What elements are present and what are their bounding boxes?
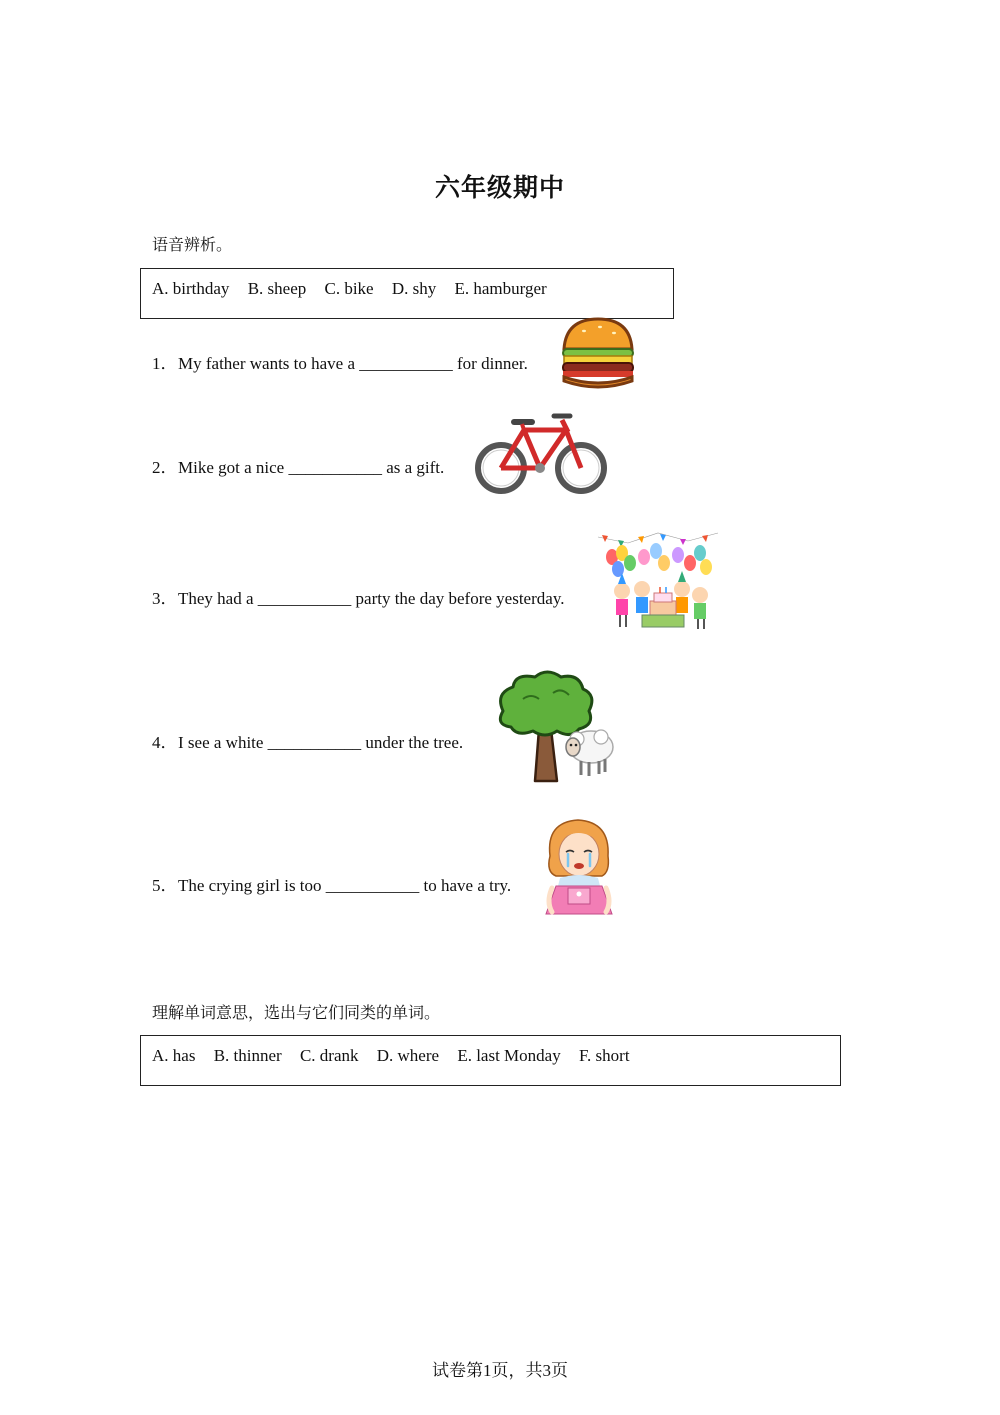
question-text: They had a ___________ party the day before yesterday. [178,589,565,608]
option-b: B. sheep [247,279,307,298]
option-d: D. shy [391,279,437,298]
option-a: A. birthday [152,279,230,298]
option-d: D. where [376,1046,440,1065]
question-text: Mike got a nice ___________ as a gift. [178,458,445,477]
option-e: E. hamburger [454,279,547,298]
tree-and-sheep-icon [493,671,617,783]
option-f: F. short [578,1046,630,1065]
hamburger-icon [560,317,636,387]
bicycle-icon [474,410,608,498]
section2-heading: 理解单词意思，选出与它们同类的单词。 [152,1003,441,1022]
option-e: E. last Monday [457,1046,561,1065]
option-c: C. drank [299,1046,359,1065]
section1-options-box [140,268,674,319]
section1-heading: 语音辨析。 [152,235,233,254]
question-1 [152,349,528,374]
question-text: My father wants to have a ___________ for dinner. [178,354,528,373]
section2-options-box [140,1035,841,1086]
question-4 [152,728,463,753]
question-number: 4． [152,733,178,752]
question-3 [152,584,564,609]
question-5 [152,871,511,896]
question-2 [152,453,444,478]
page-title: 六年级期中 [434,173,565,202]
question-text: I see a white ___________ under the tree. [178,733,464,752]
question-number: 2． [152,458,178,477]
option-b: B. thinner [213,1046,282,1065]
page-footer: 试卷第1页，共3页 [432,1361,568,1380]
birthday-party-icon [598,527,720,631]
question-number: 1． [152,354,178,373]
crying-girl-icon [542,816,616,918]
option-a: A. has [152,1046,196,1065]
question-number: 5． [152,876,178,895]
question-number: 3． [152,589,178,608]
question-text: The crying girl is too ___________ to have a try. [178,876,512,895]
option-c: C. bike [324,279,374,298]
